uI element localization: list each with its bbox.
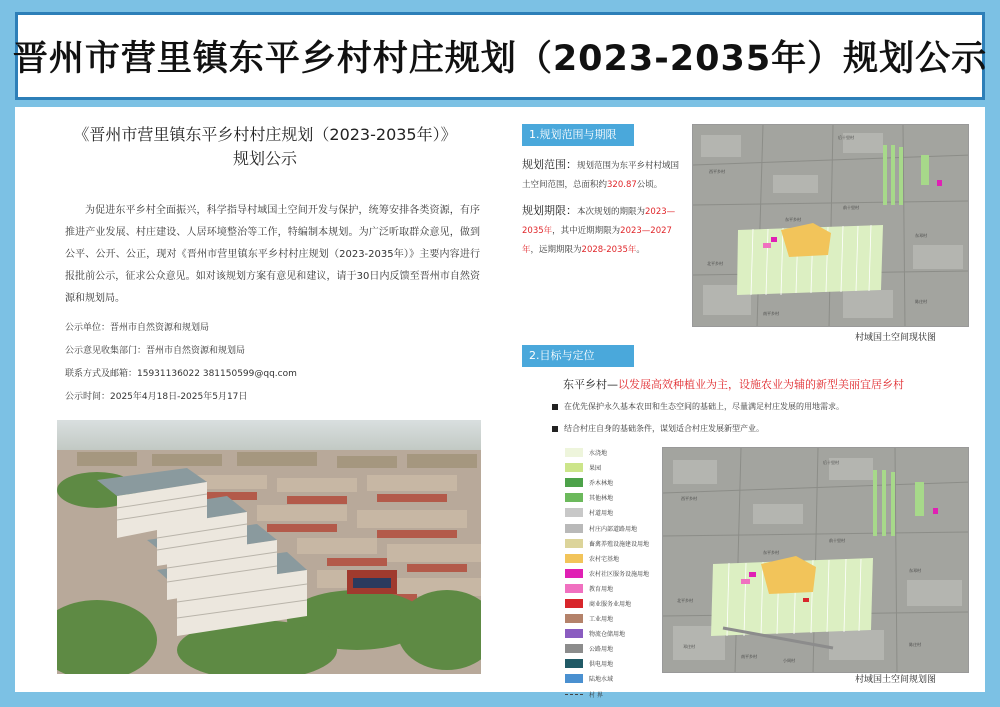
village-aerial-photo — [57, 420, 481, 674]
bullet-square-icon — [552, 426, 558, 432]
legend-label: 村庄内部道路用地 — [589, 525, 638, 533]
legend-swatch — [565, 463, 583, 472]
goal-bullet-1-text: 在优先保护永久基本农田和生态空间的基础上，尽量满足村庄发展的用地需求。 — [564, 402, 844, 411]
map2-label-5: 西平乡村 — [681, 496, 697, 501]
planning-map-drawing — [663, 448, 969, 673]
map2-label-8: 陈庄村 — [909, 642, 921, 647]
map1-label-1: 后十里村 — [838, 135, 854, 140]
legend-swatch — [565, 569, 583, 578]
planning-map — [662, 447, 969, 673]
scope-paragraph — [522, 155, 682, 195]
legend-item — [565, 475, 665, 490]
legend-swatch — [565, 524, 583, 533]
goal-highlight: 以发展高效种植业为主，设施农业为辅的新型美丽宜居乡村 — [618, 378, 904, 391]
current-status-map — [692, 124, 969, 327]
legend-swatch — [565, 659, 583, 668]
legend-label: 水浇地 — [589, 450, 608, 458]
legend-swatch — [565, 448, 583, 457]
notice-dept: 公示意见收集部门：晋州市自然资源和规划局 — [65, 346, 246, 356]
scope-lead: 规划范围： — [522, 158, 577, 171]
legend-label: 乔木林地 — [589, 480, 614, 488]
legend-label: 果园 — [589, 465, 602, 473]
map2-label-7: 东邓村 — [909, 568, 921, 573]
legend-swatch — [565, 599, 583, 608]
legend-label: 农村社区服务设施用地 — [589, 570, 650, 578]
map2-label-10: 小周村 — [783, 658, 795, 663]
term-paragraph — [522, 201, 682, 260]
notice-info — [65, 317, 485, 409]
goal-bullet-2-text: 结合村庄自身的基础条件，谋划适合村庄发展新型产业。 — [564, 424, 764, 433]
legend-swatch — [565, 539, 583, 548]
legend-item — [565, 551, 665, 566]
aerial-photo-illustration — [57, 420, 481, 674]
term-text-a: 本次规划的期限为 — [577, 207, 646, 217]
current-status-map-drawing — [693, 125, 969, 327]
legend-swatch — [565, 584, 583, 593]
term-far: 2028-2035年 — [581, 245, 637, 255]
notice-period: 公示时间：2025年4月18日-2025年5月17日 — [65, 392, 248, 402]
legend-swatch — [565, 644, 583, 653]
map1-label-8: 陈庄村 — [915, 299, 927, 304]
notice-title-line1: 《晋州市营里镇东平乡村村庄规划（2023-2035年）》 — [73, 125, 457, 144]
legend-swatch — [565, 614, 583, 623]
term-lead: 规划期限： — [522, 204, 577, 217]
legend-label: 商业服务业用地 — [589, 600, 632, 608]
legend-swatch — [565, 493, 583, 502]
legend-item — [565, 596, 665, 611]
legend-label: 教育用地 — [589, 585, 614, 593]
legend-item — [565, 490, 665, 505]
legend-item — [565, 626, 665, 641]
legend-item — [565, 505, 665, 520]
legend-label: 物流仓储用地 — [589, 631, 626, 639]
legend-label: 公路用地 — [589, 646, 614, 654]
goal-bullet-2 — [552, 423, 764, 434]
notice-title-line2: 规划公示 — [232, 149, 297, 168]
map2-label-4: 北平乡村 — [677, 598, 693, 603]
map2-label-1: 后十里村 — [823, 460, 839, 465]
notice-contact: 联系方式及邮箱：15931136022 381150599@qq.com — [65, 369, 297, 379]
legend-label: 其他林地 — [589, 495, 614, 503]
title-banner — [12, 12, 988, 100]
section1-heading: 1.规划范围与期限 — [522, 124, 634, 146]
map2-label-6: 南平乡村 — [741, 654, 757, 659]
notice-unit: 公示单位：晋州市自然资源和规划局 — [65, 323, 210, 333]
goal-bullet-1 — [552, 401, 844, 412]
section2-heading: 2.目标与定位 — [522, 345, 634, 367]
map1-label-2: 前十里村 — [843, 205, 859, 210]
map-legend — [565, 445, 665, 702]
notice-title — [55, 123, 475, 171]
map1-label-7: 东邓村 — [915, 233, 927, 238]
map1-label-4: 北平乡村 — [707, 261, 723, 266]
legend-item — [565, 671, 665, 686]
legend-item — [565, 460, 665, 475]
legend-item — [565, 536, 665, 551]
legend-item — [565, 581, 665, 596]
legend-swatch — [565, 674, 583, 683]
notice-panel — [15, 107, 985, 699]
legend-swatch — [565, 478, 583, 487]
legend-item — [565, 687, 665, 702]
legend-item — [565, 520, 665, 535]
legend-label: 畜禽养殖设施建设用地 — [589, 540, 650, 548]
legend-item — [565, 445, 665, 460]
term-text-d: 。 — [636, 245, 645, 255]
map2-label-2: 前十里村 — [829, 538, 845, 543]
planning-map-caption: 村域国土空间规划图 — [855, 675, 937, 685]
goal-statement — [563, 376, 904, 392]
scope-area: 320.87 — [607, 180, 637, 190]
current-status-map-caption: 村域国土空间现状图 — [855, 333, 937, 343]
bullet-square-icon — [552, 404, 558, 410]
term-near: 2023—2027年 — [522, 226, 672, 255]
boundary-line-icon — [565, 694, 583, 695]
term-text-b: ，其中近期期限为 — [552, 226, 621, 236]
map1-label-5: 西平乡村 — [709, 169, 725, 174]
map1-label-6: 南平乡村 — [763, 311, 779, 316]
legend-swatch — [565, 629, 583, 638]
notice-body: 为促进东平乡村全面振兴，科学指导村域国土空间开发与保护，统筹安排各类资源，有序推进产业发展、村庄建设、人居环境整治等工作，特编制本规划。为广泛听取群众意见，做到公平、公开、公正，现对《晋州市营里镇东平乡村村庄规划（2023-2035年）》主要内容进行报批前公示，征求公众意见。如对该规划方案有意见和建议，请于30日内反馈至晋州市自然资源和规划局。 — [65, 205, 480, 304]
legend-label: 农村宅基地 — [589, 555, 620, 563]
legend-item — [565, 641, 665, 656]
map2-label-9: 邓庄村 — [683, 644, 695, 649]
legend-item — [565, 566, 665, 581]
scope-text-a: 规划范围为东平乡村村域国土空间范围，总面积约 — [522, 161, 680, 190]
legend-label: 村 界 — [589, 691, 603, 699]
page-title: 晋州市营里镇东平乡村村庄规划（2023-2035年）规划公示 — [12, 39, 988, 79]
legend-label: 工业用地 — [589, 616, 614, 624]
map1-label-3: 东平乡村 — [785, 217, 801, 222]
term-full: 2023—2035年 — [522, 207, 676, 236]
legend-label: 陆地水域 — [589, 676, 614, 684]
legend-label: 村道用地 — [589, 510, 614, 518]
legend-swatch — [565, 508, 583, 517]
legend-item — [565, 611, 665, 626]
goal-prefix: 东平乡村— — [563, 378, 618, 391]
map2-label-3: 东平乡村 — [763, 550, 779, 555]
legend-label: 供电用地 — [589, 661, 614, 669]
scope-text-b: 公顷。 — [636, 180, 663, 190]
term-text-c: ，远期期限为 — [530, 245, 582, 255]
section1-text — [522, 155, 682, 260]
legend-swatch — [565, 554, 583, 563]
legend-item — [565, 656, 665, 671]
